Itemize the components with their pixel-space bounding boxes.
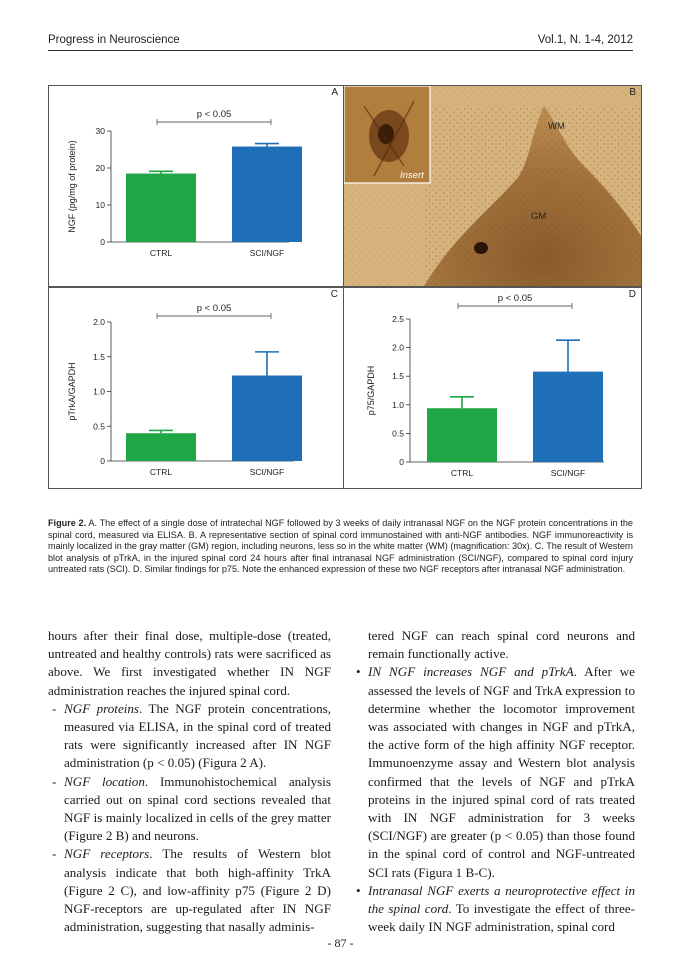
list-item-title: IN NGF increases NGF and pTrkA [368, 664, 574, 680]
y-tick-label: 0 [100, 456, 105, 466]
panel-letter-a: A [331, 87, 338, 98]
y-tick-label: 2.5 [392, 314, 404, 324]
intro-paragraph: hours after their final dose, multiple-dose (treated, untreated and healthy controls) rats were sacrificed as above. We first investigated whether IN NGF administration reaches the injured spinal cord. [48, 628, 331, 698]
ptrka-western-blot-chart [49, 288, 343, 488]
significance-label: p < 0.05 [196, 109, 232, 120]
panel-letter-c: C [330, 289, 338, 300]
y-tick-label: 20 [95, 163, 105, 173]
x-tick-label: SCI/NGF [550, 468, 586, 478]
bar-ctrl [126, 174, 196, 242]
x-tick-label: CTRL [149, 467, 173, 477]
x-tick-label: CTRL [450, 468, 474, 478]
list-item-title: NGF proteins [64, 700, 140, 716]
y-tick-label: 1.0 [93, 386, 105, 397]
bar-scingf [232, 376, 302, 461]
list-item: • IN NGF increases NGF and pTrkA. After we assessed the levels of NGF and TrkA expression to determine whether the locomotor improvement was associated with changes in NGF and pTrkA, the active form of the high affinity NGF receptor. Immunoenzyme assay and Western blot analysis confirmed that the levels of NGF and pTrkA proteins in the injured spinal cord of rats treated with IN NGF administration for 3 weeks (SCI/NGF) are greater (p < 0.05) than those found in the spinal cord of control and NGF-untreated SCI rats (Figura 1 B-C). [356, 664, 635, 880]
figure-panel-c [48, 287, 344, 489]
y-tick-label: 0.5 [392, 428, 404, 439]
header-rule [48, 50, 633, 51]
figure-caption [48, 518, 633, 576]
bar-scingf [533, 372, 603, 462]
y-tick-label: 2.0 [392, 342, 404, 353]
significance-label: p < 0.05 [497, 293, 533, 304]
journal-title: Progress in Neuroscience [48, 34, 180, 46]
bar-ctrl [427, 408, 497, 462]
panel-letter-b: B [629, 87, 636, 98]
body-column-left [48, 627, 331, 936]
y-axis-title: pTrkA/GAPDH [67, 362, 77, 421]
white-matter-label: WM [548, 121, 565, 132]
y-tick-label: 30 [95, 126, 105, 136]
central-canal [474, 242, 488, 254]
figure-panel-a [48, 85, 344, 287]
y-tick-label: 0.5 [93, 421, 105, 432]
list-item-title: NGF location [64, 773, 145, 789]
list-item-title: Intranasal NGF exerts a neuroprotective effect in the spinal cord [368, 882, 635, 917]
x-tick-label: SCI/NGF [249, 248, 285, 258]
insert-label: Insert [400, 170, 424, 181]
ngf-elisa-chart [49, 86, 343, 286]
bar-ctrl [126, 433, 196, 461]
y-tick-label: 0 [100, 237, 105, 247]
list-item-title: NGF receptors [64, 846, 150, 862]
figure-label: Figure 2. [48, 518, 87, 528]
y-axis-title: p75/GAPDH [366, 365, 376, 416]
caption-text: A. The effect of a single dose of intratechal NGF followed by 3 weeks of daily intranasal NGF on the NGF protein concentrations in the spinal cord, measured via ELISA. B. A representative section of spinal cord immunostained with anti-NGF antibodies. NGF immunoreactivity is mainly localized in the gray matter (GM) region, including neurons, less so in the white matter (WM) (magnification: 30x). C. The result of Western blot analysis of pTrkA, in the injured spinal cord 24 hours after final intranasal NGF administration (SCI/NGF), compared to spinal cord injury untreated rats (SCI). D. Similar findings for p75. Note the enhanced expression of these two NGF receptors after intranasal NGF administration. [48, 518, 633, 575]
y-axis-title: NGF (pg/mg of protein) [67, 140, 77, 233]
y-tick-label: 10 [95, 200, 105, 210]
p75-western-blot-chart [344, 288, 641, 488]
significance-label: p < 0.05 [196, 303, 232, 314]
bar-scingf [232, 147, 302, 242]
list-item: - NGF proteins. The NGF protein concentrations, measured via ELISA, in the spinal cord of treated rats were significantly increased after IN NGF administration (p < 0.05) (Figura 2 A). [52, 700, 331, 771]
volume-info: Vol.1, N. 1-4, 2012 [537, 34, 633, 46]
page-number: - 87 - [327, 936, 354, 950]
list-item: - NGF receptors. The results of Western blot analysis indicate that both high-affinity TrkA (Figure 2 C), and low-affinity p75 (Figure 2 D) NGF-receptors are up-regulated after IN NGF administration, suggesting that nasally adminis- [52, 846, 331, 935]
body-column-right [352, 627, 635, 936]
x-tick-label: CTRL [149, 248, 173, 258]
y-tick-label: 1.5 [392, 371, 404, 382]
panel-letter-d: D [628, 289, 636, 300]
list-item: • Intranasal NGF exerts a neuroprotective effect in the spinal cord. To investigate the effect of three-week daily IN NGF administration, spinal cord [356, 882, 635, 935]
continuation-paragraph: tered NGF can reach spinal cord neurons and remain functionally active. [368, 628, 635, 662]
figure-panel-d [343, 287, 642, 489]
gray-matter-label: GM [531, 211, 547, 222]
y-tick-label: 0 [399, 457, 404, 467]
y-tick-label: 2.0 [93, 317, 105, 327]
list-item: - NGF location. Immunohistochemical analysis carried out on spinal cord sections revealed that NGF is mainly localized in cells of the grey matter (Figure 2 B) and neurons. [52, 773, 332, 844]
y-tick-label: 1.0 [392, 399, 404, 410]
figure-panel-b [343, 85, 642, 287]
y-tick-label: 1.5 [93, 351, 105, 362]
spinal-cord-micrograph [344, 86, 641, 286]
x-tick-label: SCI/NGF [249, 467, 285, 477]
